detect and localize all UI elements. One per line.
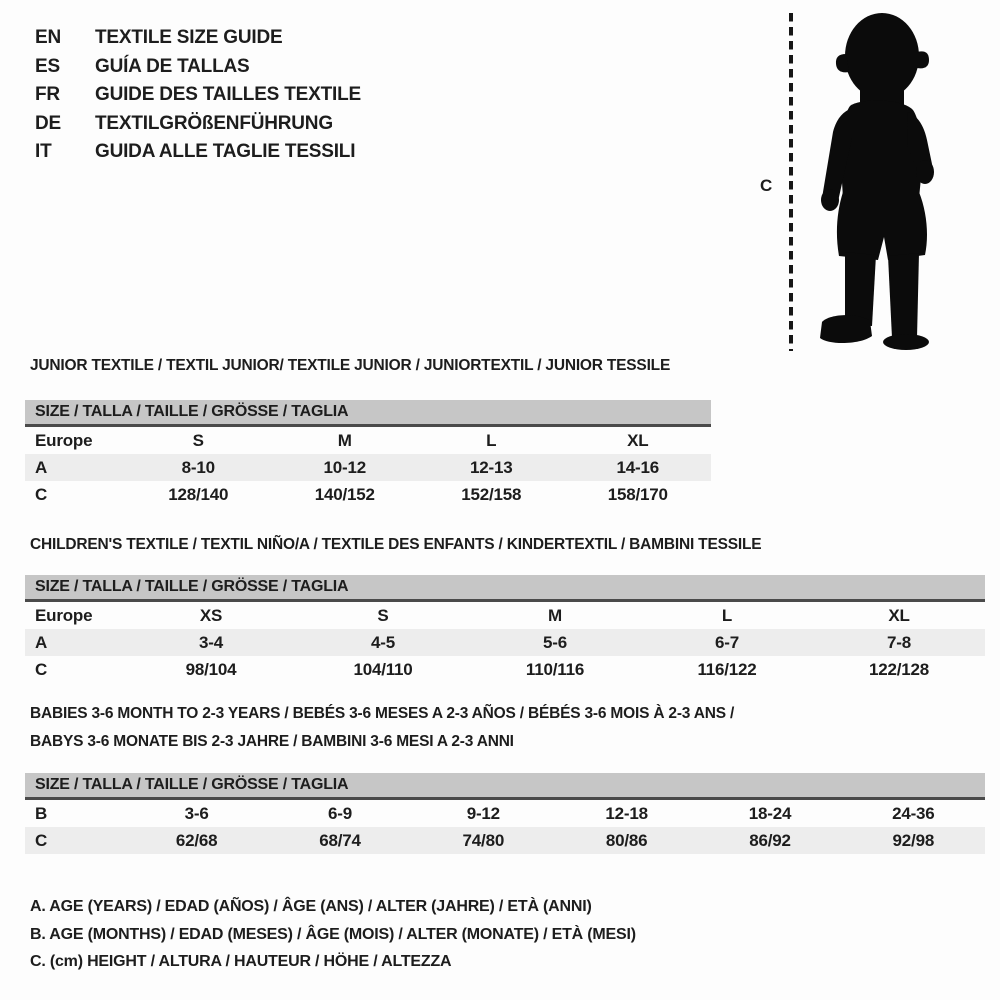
age-cell: 24-36 [892,803,935,823]
size-cell: L [486,430,497,450]
section-title-junior: JUNIOR TEXTILE / TEXTIL JUNIOR/ TEXTILE JUNIOR / JUNIORTEXTIL / JUNIOR TESSILE [30,357,671,374]
height-cell: 98/104 [185,659,237,679]
age-cell: 12-18 [605,803,648,823]
row-label: Europe [35,430,93,450]
age-cell: 4-5 [371,632,395,652]
table-row-age-months [25,800,985,827]
section-title-children: CHILDREN'S TEXTILE / TEXTIL NIÑO/A / TEXTILE DES ENFANTS / KINDERTEXTIL / BAMBINI TESSILE [30,536,762,553]
row-label: Europe [35,605,93,625]
language-row [35,138,361,167]
age-cell: 9-12 [466,803,500,823]
age-cell: 7-8 [887,632,911,652]
row-label: C [35,484,48,504]
language-code: DE [35,112,61,134]
size-cell: XL [627,430,649,450]
height-cell: 86/92 [749,830,791,850]
language-title: GUÍA DE TALLAS [95,55,250,77]
table-row-height [25,656,985,683]
size-cell: L [721,605,733,625]
size-cell: S [192,430,204,450]
babies-size-table [25,773,985,854]
height-cell: 128/140 [168,484,229,504]
children-size-table [25,575,985,683]
language-row [35,53,361,82]
age-cell: 18-24 [748,803,792,823]
language-title: GUIDE DES TAILLES TEXTILE [95,84,361,106]
age-cell: 14-16 [616,457,659,477]
height-cell: 152/158 [461,484,522,504]
section-title-babies-line2: BABYS 3-6 MONATE BIS 2-3 JAHRE / BAMBINI 3-6 MESI A 2-3 ANNI [30,732,514,750]
language-code: ES [35,55,60,77]
height-cell: 116/122 [697,659,757,679]
height-cell: 104/110 [353,659,413,679]
language-code: EN [35,27,61,48]
row-label: A [35,457,48,477]
row-label: C [35,659,48,679]
row-label: C [35,830,48,850]
height-cell: 80/86 [605,830,648,850]
section-title-babies [30,700,734,755]
toddler-silhouette-icon [798,6,954,350]
age-cell: 6-7 [715,632,739,652]
table-row-height [25,827,985,854]
language-row [35,24,361,53]
table-row-europe [25,602,985,629]
footnote-b: B. AGE (MONTHS) / EDAD (MESES) / ÂGE (MOIS) / ALTER (MONATE) / ETÀ (MESI) [30,925,636,943]
size-cell: M [337,430,352,450]
footnote-a: A. AGE (YEARS) / EDAD (AÑOS) / ÂGE (ANS) / ALTER (JAHRE) / ETÀ (ANNI) [30,898,592,915]
size-cell: XL [888,605,910,625]
height-cell: 110/116 [525,659,585,679]
language-code: FR [35,84,60,106]
language-row [35,81,361,110]
height-cell: 158/170 [607,484,668,504]
language-title-list [35,24,361,167]
table-row-age [25,454,711,481]
height-cell: 140/152 [314,484,375,504]
age-cell: 3-4 [199,632,223,652]
language-row [35,110,361,139]
age-cell: 6-9 [328,803,352,823]
language-title: TEXTILGRÖßENFÜHRUNG [95,112,333,134]
size-header-bar: SIZE / TALLA / TAILLE / GRÖSSE / TAGLIA [25,400,711,427]
age-cell: 3-6 [184,803,209,823]
age-cell: 10-12 [323,457,366,477]
size-cell: S [377,605,389,625]
height-measure-dashed-line [788,13,794,351]
height-cell: 122/128 [868,659,930,679]
age-cell: 5-6 [543,632,567,652]
section-title-babies-line1: BABIES 3-6 MONTH TO 2-3 YEARS / BEBÉS 3-6 MESES A 2-3 AÑOS / BÉBÉS 3-6 MOIS À 2-3 ANS / [30,705,735,722]
language-title: GUIDA ALLE TAGLIE TESSILI [95,141,356,163]
height-cell: 92/98 [892,830,935,850]
row-label: B [35,803,48,823]
language-code: IT [35,141,52,163]
junior-size-table [25,400,711,508]
height-cell: 68/74 [319,830,361,850]
table-row-europe [25,427,711,454]
table-row-height [25,481,711,508]
size-cell: M [548,605,562,625]
footnotes [30,893,636,976]
size-header-bar: SIZE / TALLA / TAILLE / GRÖSSE / TAGLIA [25,773,985,800]
age-cell: 8-10 [181,457,215,477]
height-cell: 62/68 [175,830,218,850]
age-cell: 12-13 [470,457,513,477]
row-label: A [35,632,48,652]
table-row-age [25,629,985,656]
height-measure-label: C [760,176,773,195]
footnote-c: C. (cm) HEIGHT / ALTURA / HAUTEUR / HÖHE / ALTEZZA [30,953,452,970]
size-header-bar: SIZE / TALLA / TAILLE / GRÖSSE / TAGLIA [25,575,985,602]
size-cell: XS [199,605,223,625]
language-title: TEXTILE SIZE GUIDE [95,27,283,48]
height-cell: 74/80 [462,830,505,850]
